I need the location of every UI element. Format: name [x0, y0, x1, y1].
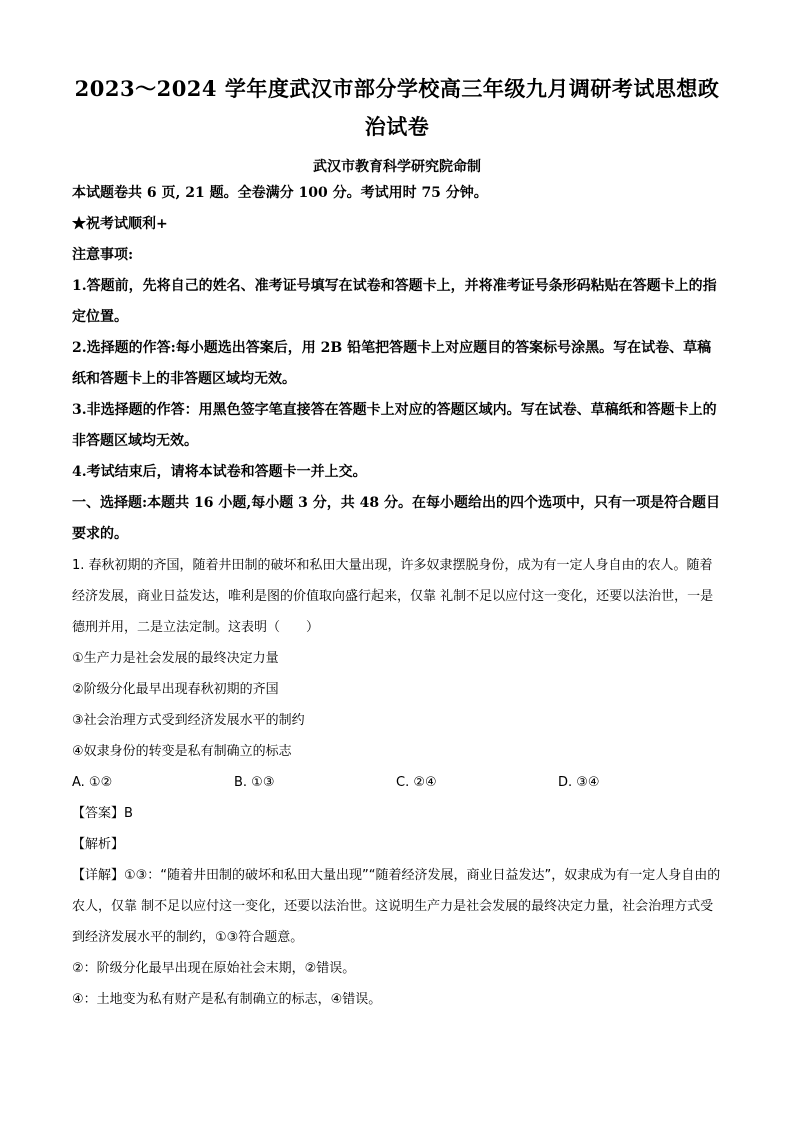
exam-info: 本试题卷共 6 页, 21 题。全卷满分 100 分。考试用时 75 分钟。: [72, 185, 488, 201]
notice-block: [72, 240, 722, 488]
section-heading: 一、选择题:本题共 16 小题,每小题 3 分，共 48 分。在每小题给出的四个选项中，只有一项是符合题目要求的。: [72, 495, 720, 542]
statement-list: [72, 643, 722, 767]
notice-item: 1.答题前，先将自己的姓名、准考证号填写在试卷和答题卡上，并将准考证号条形码粘贴在答题卡上的指定位置。: [72, 278, 717, 325]
statement-item: ①生产力是社会发展的最终决定力量: [72, 651, 279, 666]
good-luck-line: ★祝考试顺利+: [72, 216, 168, 232]
page-title: 2023～2024 学年度武汉市部分学校高三年级九月调研考试思想政治试卷: [74, 76, 720, 139]
analysis-label: 【解析】: [72, 837, 125, 852]
detail-paragraph: ②：阶级分化最早出现在原始社会末期，②错误。: [72, 961, 356, 976]
option-d: D. ③④: [558, 775, 600, 790]
option-c: C. ②④: [396, 775, 437, 790]
question-1: [72, 550, 722, 1015]
answer-line: 【答案】B: [72, 806, 133, 821]
statement-item: ③社会治理方式受到经济发展水平的制约: [72, 713, 305, 728]
statement-item: ④奴隶身份的转变是私有制确立的标志: [72, 744, 292, 759]
question-stem: 1. 春秋初期的齐国，随着井田制的破坏和私田大量出现，许多奴隶摆脱身份，成为有一定人身自由的农人。随着经济发展，商业日益发达，唯利是图的价值取向盛行起来，仅靠 礼制不足以应付这一变化，还要以法治世，一是德刑并用，二是立法定制。这表明（ ）: [72, 558, 714, 635]
notice-heading: 注意事项:: [72, 247, 134, 263]
detail-paragraph: ④：土地变为私有财产是私有制确立的标志，④错误。: [72, 992, 382, 1007]
option-b: B. ①③: [234, 775, 275, 790]
statement-item: ②阶级分化最早出现春秋初期的齐国: [72, 682, 279, 697]
option-a: A. ①②: [72, 775, 113, 790]
detail-paragraph: 【详解】①③：“随着井田制的破坏和私田大量出现”“随着经济发展，商业日益发达”，奴隶成为有一定人身自由的农人，仅靠 制不足以应付这一变化，还要以法治世。这说明生产力是社会发展的最终决定力量，社会治理方式受到经济发展水平的制约，①③符合题意。: [72, 868, 721, 945]
detail-block: [72, 860, 722, 1015]
notice-item: 4.考试结束后，请将本试卷和答题卡一并上交。: [72, 464, 367, 480]
publisher-line: 武汉市教育科学研究院命制: [313, 159, 481, 175]
notice-item: 3.非选择题的作答：用黑色签字笔直接答在答题卡上对应的答题区域内。写在试卷、草稿纸和答题卡上的非答题区域均无效。: [72, 402, 717, 449]
notice-item: 2.选择题的作答:每小题选出答案后，用 2B 铅笔把答题卡上对应题目的答案标号涂黑。写在试卷、草稿纸和答题卡上的非答题区域均无效。: [72, 340, 712, 387]
answer-options: [72, 767, 722, 798]
